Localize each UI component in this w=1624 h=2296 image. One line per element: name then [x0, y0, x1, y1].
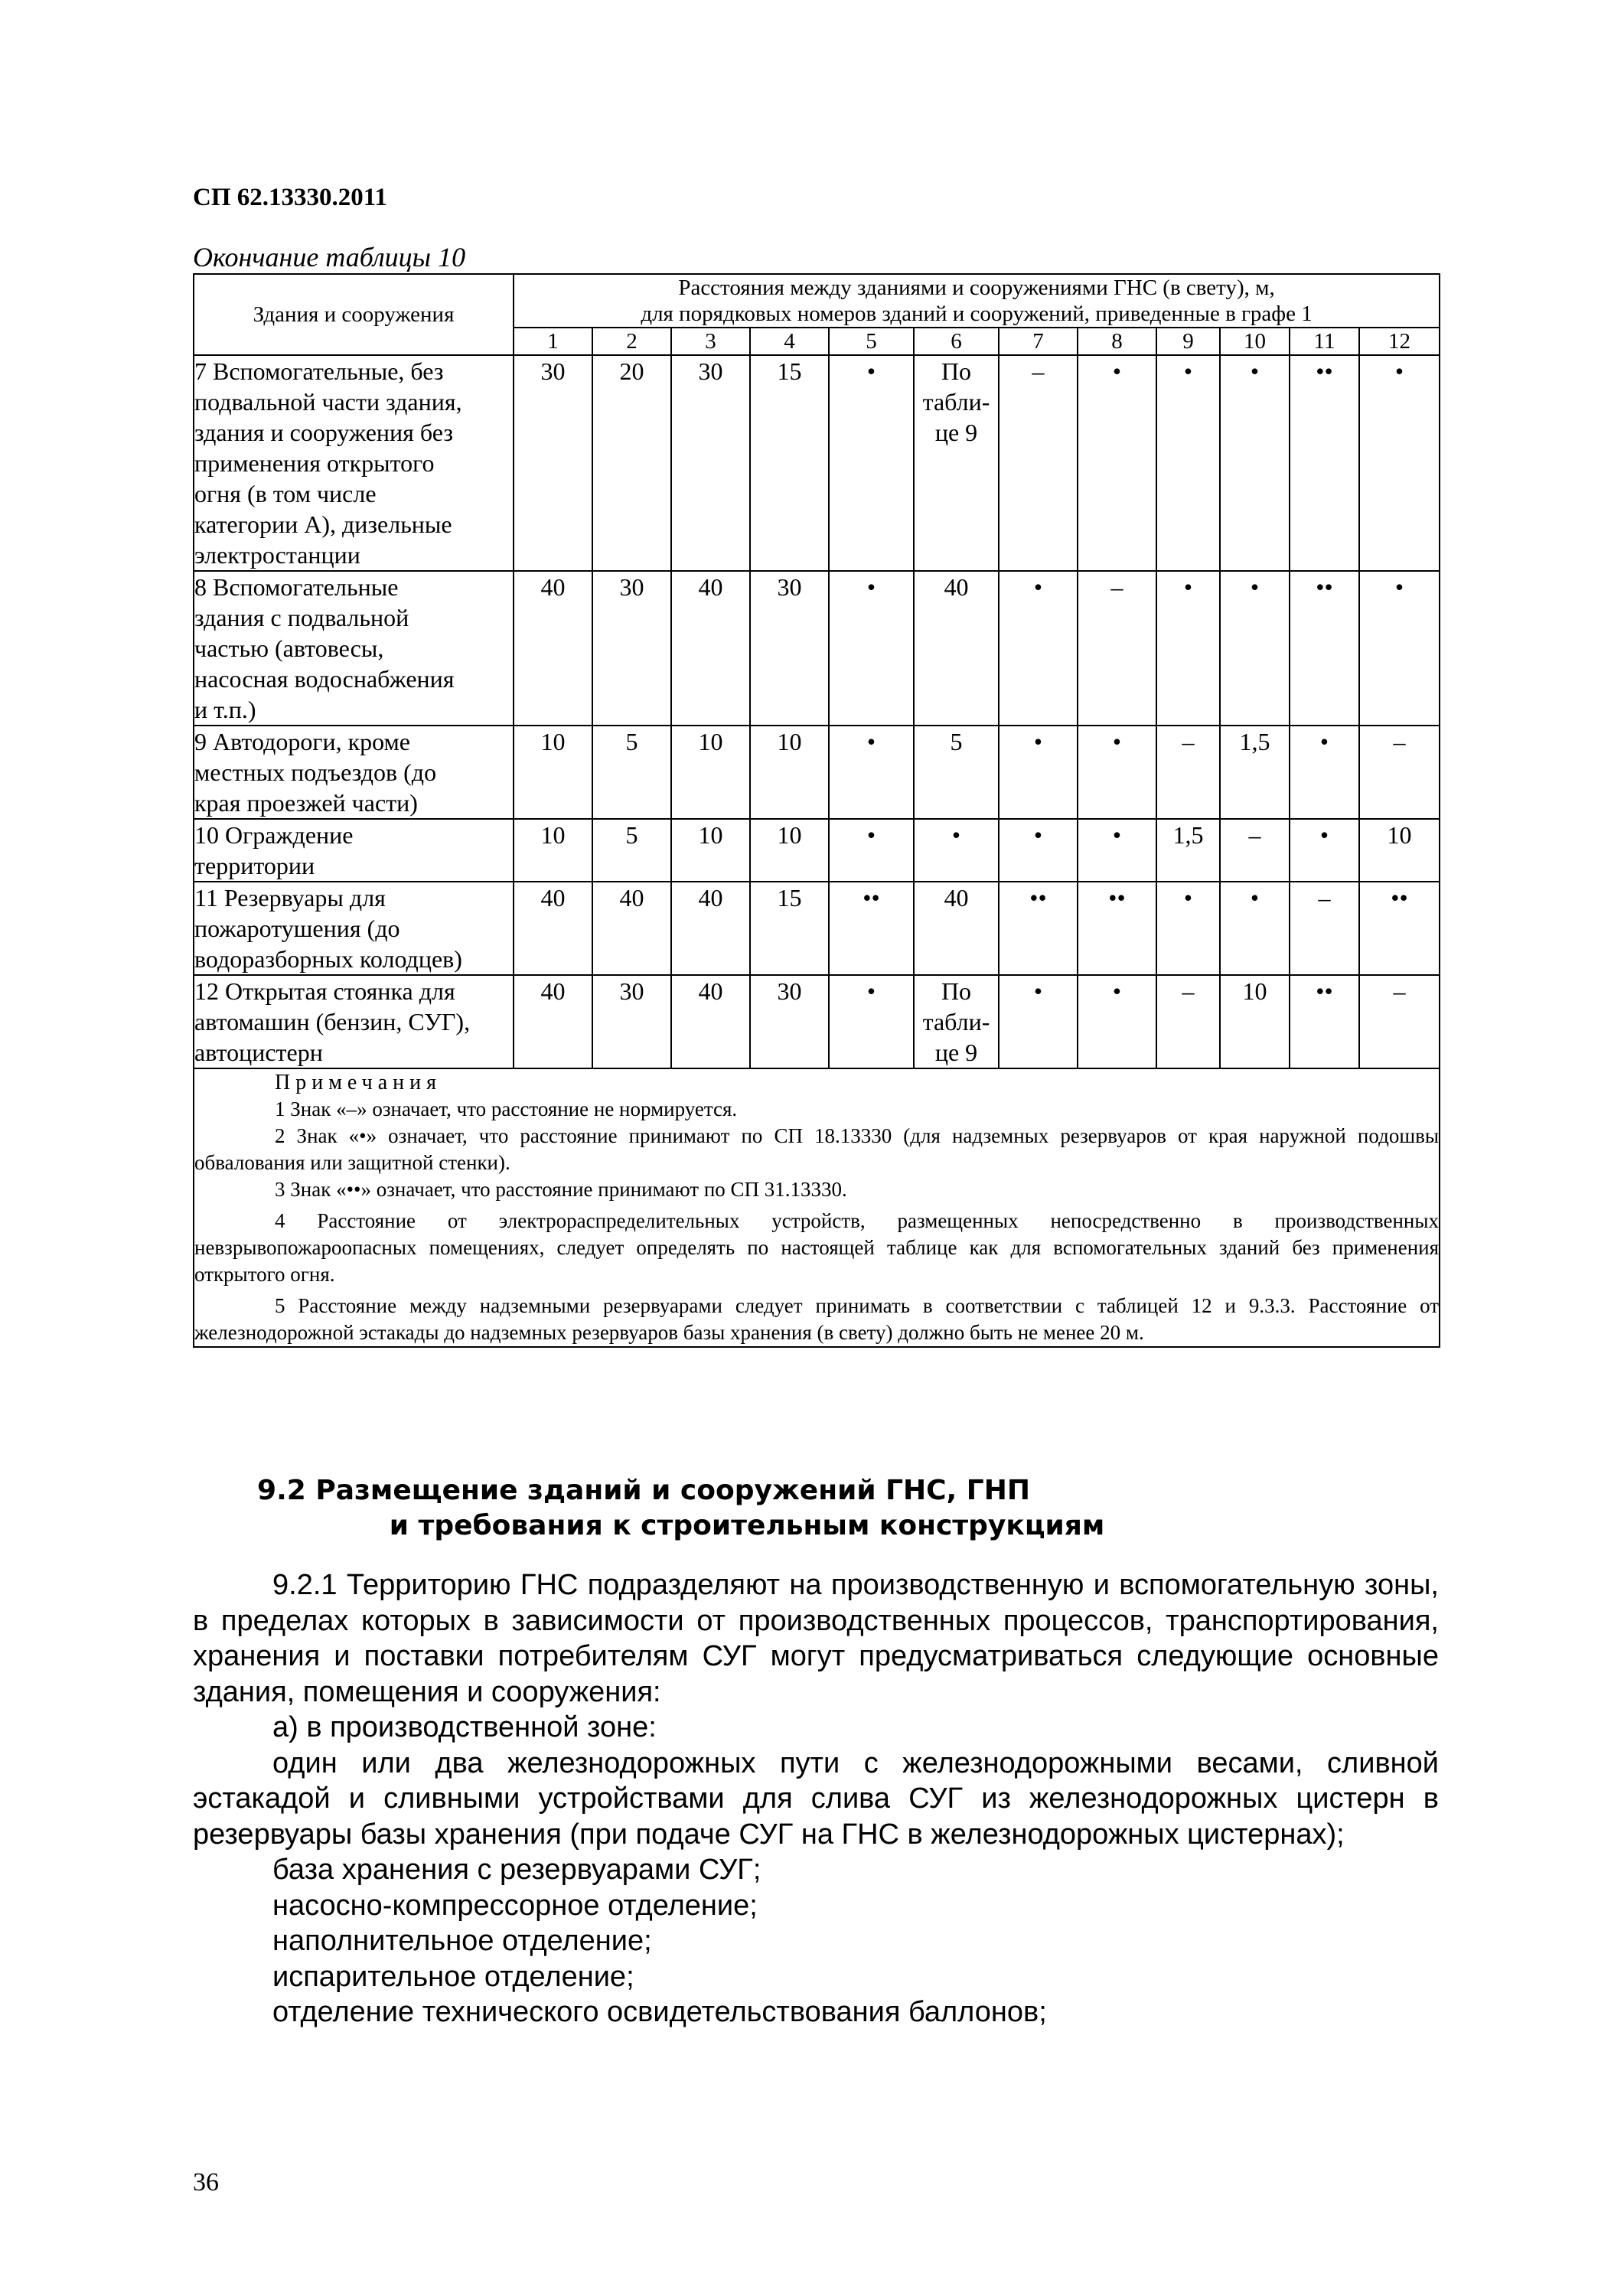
table-cell: 10: [1359, 819, 1440, 882]
note-item: 4 Расстояние от электрораспределительных устройств, размещенных непосредственно в производственных невзрывопожароопасных помещениях, следует определять по настоящей таблице как для вспомогательных зданий без применения открытого огня.: [194, 1209, 1440, 1286]
row-label: 9 Автодороги, кроме местных подъездов (до края проезжей части): [194, 726, 514, 819]
list-item: отделение технического освидетельствования баллонов;: [272, 1996, 1047, 2028]
table-cell: 40: [514, 975, 592, 1068]
column-number: 1: [514, 328, 592, 355]
column-number: 4: [750, 328, 829, 355]
table-body: [194, 355, 1440, 1068]
table-notes: [194, 1068, 1440, 1347]
table-cell: 40: [514, 882, 592, 975]
table-cell: •: [999, 975, 1078, 1068]
paragraph: один или два железнодорожных пути с железнодорожными весами, сливной эстакадой и сливными устройствами для слива СУГ из железнодорожных цистерн в резервуары базы хранения (при подаче СУГ на ГНС в железнодорожных цистернах);: [193, 1746, 1439, 1851]
table-cell: 10: [671, 819, 750, 882]
table-cell: •: [829, 571, 914, 726]
table-cell: ••: [1290, 355, 1359, 571]
table-cell: ••: [1359, 882, 1440, 975]
table-cell: •: [1220, 571, 1290, 726]
table-cell: ••: [829, 882, 914, 975]
table-cell: 1,5: [1156, 819, 1220, 882]
table-cell: •: [1078, 355, 1156, 571]
table-row: [194, 882, 1440, 975]
table-cell: 40: [671, 882, 750, 975]
table-cell: –: [1078, 571, 1156, 726]
row-label: 7 Вспомогательные, без подвальной части здания, здания и сооружения без применения открытого огня (в том числе категории А), дизельные электростанции: [194, 355, 514, 571]
section-title: [0, 1473, 1624, 1544]
column-number: 8: [1078, 328, 1156, 355]
table-cell: 10: [1220, 975, 1290, 1068]
table-cell: –: [1359, 726, 1440, 819]
table-cell: •: [999, 571, 1078, 726]
table-cell: 30: [750, 571, 829, 726]
table-cell: 40: [592, 882, 671, 975]
table-cell: •: [1078, 726, 1156, 819]
table-cell: 30: [514, 355, 592, 571]
column-number: 11: [1290, 328, 1359, 355]
table-cell: 15: [750, 882, 829, 975]
body-text: [193, 1567, 1439, 2030]
table-cell: 10: [514, 819, 592, 882]
table-cell: 10: [514, 726, 592, 819]
column-number: 6: [914, 328, 999, 355]
table-cell: •: [1290, 726, 1359, 819]
table-cell: 40: [914, 571, 999, 726]
column-header-buildings: Здания и сооружения: [194, 274, 514, 355]
table-cell: 30: [592, 975, 671, 1068]
table-row: [194, 726, 1440, 819]
distance-table: [193, 273, 1440, 1348]
column-number: 12: [1359, 328, 1440, 355]
table-cell: 30: [671, 355, 750, 571]
table-cell: 40: [514, 571, 592, 726]
table-cell: •: [1156, 571, 1220, 726]
table-cell: •: [1220, 882, 1290, 975]
table-cell: ••: [1290, 571, 1359, 726]
table-cell: ••: [1290, 975, 1359, 1068]
table-cell: 40: [671, 571, 750, 726]
row-label: 11 Резервуары для пожаротушения (до водоразборных колодцев): [194, 882, 514, 975]
table-cell: •: [1290, 819, 1359, 882]
table-cell: 30: [592, 571, 671, 726]
row-label: 12 Открытая стоянка для автомашин (бензин, СУГ), автоцистерн: [194, 975, 514, 1068]
note-item: 1 Знак «–» означает, что расстояние не нормируется.: [275, 1097, 738, 1120]
table-cell: 20: [592, 355, 671, 571]
table-cell: 30: [750, 975, 829, 1068]
table-cell: –: [1290, 882, 1359, 975]
table-cell: •: [1156, 355, 1220, 571]
table-cell: 5: [592, 726, 671, 819]
table-cell: •: [1078, 819, 1156, 882]
list-item: насосно-компрессорное отделение;: [272, 1889, 758, 1922]
column-number: 10: [1220, 328, 1290, 355]
column-group-header-line2: для порядковых номеров зданий и сооружений, приведенные в графе 1: [641, 302, 1313, 326]
list-item: наполнительное отделение;: [272, 1925, 652, 1957]
table-caption: Окончание таблицы 10: [193, 242, 466, 272]
table-row: [194, 355, 1440, 571]
table-cell: 10: [671, 726, 750, 819]
table-cell: •: [1359, 355, 1440, 571]
table-cell: ••: [1078, 882, 1156, 975]
note-item: 2 Знак «•» означает, что расстояние принимают по СП 18.13330 (для надземных резервуаров от края наружной подошвы обвалования или защитной стенки).: [194, 1124, 1440, 1174]
table-cell: •: [1359, 571, 1440, 726]
table-cell: •: [1078, 975, 1156, 1068]
table-cell: –: [1156, 726, 1220, 819]
table-cell: 5: [914, 726, 999, 819]
column-number: 2: [592, 328, 671, 355]
note-item: 5 Расстояние между надземными резервуарами следует принимать в соответствии с таблицей 12 и 9.3.3. Расстояние от железнодорожной эстакады до надземных резервуаров базы хранения (в свету) должно быть не менее 20 м.: [194, 1294, 1440, 1344]
table-row: [194, 819, 1440, 882]
table-cell: 10: [750, 819, 829, 882]
table-cell: •: [999, 819, 1078, 882]
column-number: 5: [829, 328, 914, 355]
table-cell: •: [1220, 355, 1290, 571]
column-number: 9: [1156, 328, 1220, 355]
table-cell: По табли- це 9: [914, 975, 999, 1068]
table-cell: 5: [592, 819, 671, 882]
list-item: база хранения с резервуарами СУГ;: [272, 1854, 761, 1886]
paragraph: 9.2.1 Территорию ГНС подразделяют на производственную и вспомогательную зоны, в пределах которых в зависимости от производственных процессов, транспортирования, хранения и поставки потребителям СУГ могут предусматриваться следующие основные здания, помещения и сооружения:: [193, 1569, 1439, 1708]
table-cell: •: [1156, 882, 1220, 975]
column-group-header: [514, 274, 1440, 328]
table-cell: •: [914, 819, 999, 882]
section-title-line2: и требования к строительным конструкциям: [389, 1510, 1105, 1541]
table-cell: –: [1220, 819, 1290, 882]
section-title-line1: 9.2 Размещение зданий и сооружений ГНС, ГНП: [257, 1475, 1030, 1506]
table-cell: •: [829, 975, 914, 1068]
column-group-header-line1: Расстояния между зданиями и сооружениями ГНС (в свету), м,: [678, 276, 1275, 300]
paragraph: а) в производственной зоне:: [272, 1711, 657, 1743]
column-number: 3: [671, 328, 750, 355]
note-item: 3 Знак «••» означает, что расстояние принимают по СП 31.13330.: [275, 1178, 847, 1201]
table-cell: ••: [999, 882, 1078, 975]
table-row: [194, 975, 1440, 1068]
table-row: [194, 571, 1440, 726]
table-cell: •: [829, 726, 914, 819]
table-cell: –: [1359, 975, 1440, 1068]
notes-title: Примечания: [275, 1071, 442, 1094]
table-cell: 40: [671, 975, 750, 1068]
table-cell: По табли- це 9: [914, 355, 999, 571]
list-item: испарительное отделение;: [272, 1960, 634, 1993]
table-cell: 15: [750, 355, 829, 571]
table-cell: 10: [750, 726, 829, 819]
table-cell: –: [1156, 975, 1220, 1068]
row-label: 8 Вспомогательные здания с подвальной частью (автовесы, насосная водоснабжения и т.п.): [194, 571, 514, 726]
row-label: 10 Ограждение территории: [194, 819, 514, 882]
document-code: СП 62.13330.2011: [193, 184, 387, 211]
page-number: 36: [193, 2168, 219, 2197]
table-cell: •: [829, 355, 914, 571]
table-cell: –: [999, 355, 1078, 571]
table-cell: 1,5: [1220, 726, 1290, 819]
column-number: 7: [999, 328, 1078, 355]
table-cell: •: [829, 819, 914, 882]
table-cell: 40: [914, 882, 999, 975]
table-cell: •: [999, 726, 1078, 819]
